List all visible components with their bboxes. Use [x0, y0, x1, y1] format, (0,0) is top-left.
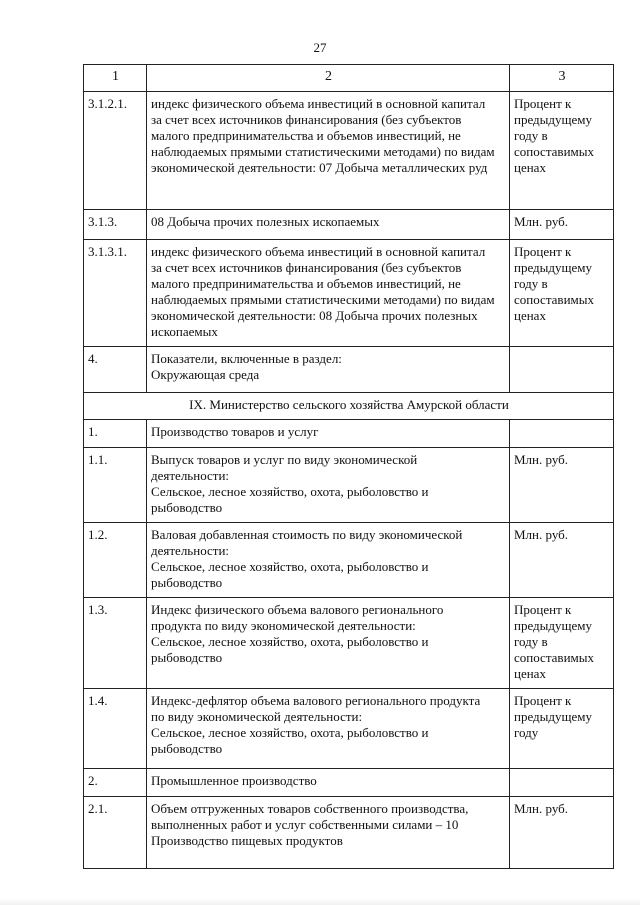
row-unit: Процент к предыдущему году в сопоставимых ценах [510, 598, 614, 689]
row-indicator: Объем отгруженных товаров собственного производства, выполненных работ и услуг собственными силами – 10 Производство пищевых продуктов [147, 797, 510, 869]
row-unit: Процент к предыдущему году [510, 689, 614, 769]
row-indicator: Выпуск товаров и услуг по виду экономической деятельности: Сельское, лесное хозяйство, охота, рыболовство и рыбоводство [147, 448, 510, 523]
row-unit: Млн. руб. [510, 448, 614, 523]
row-indicator: 08 Добыча прочих полезных ископаемых [147, 210, 510, 240]
table-row [84, 797, 614, 869]
section-heading: IX. Министерство сельского хозяйства Амурской области [84, 393, 614, 420]
row-indicator: индекс физического объема инвестиций в основной капитал за счет всех источников финансирования (без субъектов малого предпринимательства и объемов инвестиций, не наблюдаемых прямыми статистическими методами) по видам экономической деятельности: 07 Добыча металлических руд [147, 92, 510, 210]
table-row [84, 240, 614, 347]
row-unit [510, 347, 614, 393]
table-row [84, 523, 614, 598]
row-number: 1.2. [84, 523, 147, 598]
page-number: 27 [313, 40, 327, 55]
table-row [84, 769, 614, 797]
row-number: 2. [84, 769, 147, 797]
row-number: 1.1. [84, 448, 147, 523]
row-number: 2.1. [84, 797, 147, 869]
row-number: 3.1.3. [84, 210, 147, 240]
table-row [84, 598, 614, 689]
column-header-unit: 3 [510, 65, 614, 92]
row-indicator: Производство товаров и услуг [147, 420, 510, 448]
row-number: 3.1.3.1. [84, 240, 147, 347]
row-unit: Млн. руб. [510, 523, 614, 598]
row-number: 1.4. [84, 689, 147, 769]
table-row [84, 210, 614, 240]
column-header-number: 1 [84, 65, 147, 92]
row-indicator: индекс физического объема инвестиций в основной капитал за счет всех источников финансирования (без субъектов малого предпринимательства и объемов инвестиций, не наблюдаемых прямыми статистическими методами) по видам экономической деятельности: 08 Добыча прочих полезных ископаемых [147, 240, 510, 347]
row-unit [510, 769, 614, 797]
row-unit: Процент к предыдущему году в сопоставимых ценах [510, 92, 614, 210]
column-header-indicator: 2 [147, 65, 510, 92]
row-unit: Процент к предыдущему году в сопоставимых ценах [510, 240, 614, 347]
row-indicator: Валовая добавленная стоимость по виду экономической деятельности: Сельское, лесное хозяйство, охота, рыболовство и рыбоводство [147, 523, 510, 598]
table-row [84, 448, 614, 523]
row-number: 1. [84, 420, 147, 448]
table-row [84, 92, 614, 210]
table-row [84, 689, 614, 769]
indicators-table [83, 64, 614, 869]
row-indicator: Промышленное производство [147, 769, 510, 797]
scan-edge [0, 898, 640, 905]
table-row [84, 347, 614, 393]
row-unit [510, 420, 614, 448]
section-heading-row [84, 393, 614, 420]
row-unit: Млн. руб. [510, 210, 614, 240]
row-number: 1.3. [84, 598, 147, 689]
table-body [84, 92, 614, 869]
row-indicator: Показатели, включенные в раздел: Окружающая среда [147, 347, 510, 393]
row-indicator: Индекс физического объема валового регионального продукта по виду экономической деятельности: Сельское, лесное хозяйство, охота, рыболовство и рыбоводство [147, 598, 510, 689]
row-indicator: Индекс-дефлятор объема валового регионального продукта по виду экономической деятельности: Сельское, лесное хозяйство, охота, рыболовство и рыбоводство [147, 689, 510, 769]
table-row [84, 420, 614, 448]
row-unit: Млн. руб. [510, 797, 614, 869]
row-number: 3.1.2.1. [84, 92, 147, 210]
table-header-row [84, 65, 614, 92]
row-number: 4. [84, 347, 147, 393]
